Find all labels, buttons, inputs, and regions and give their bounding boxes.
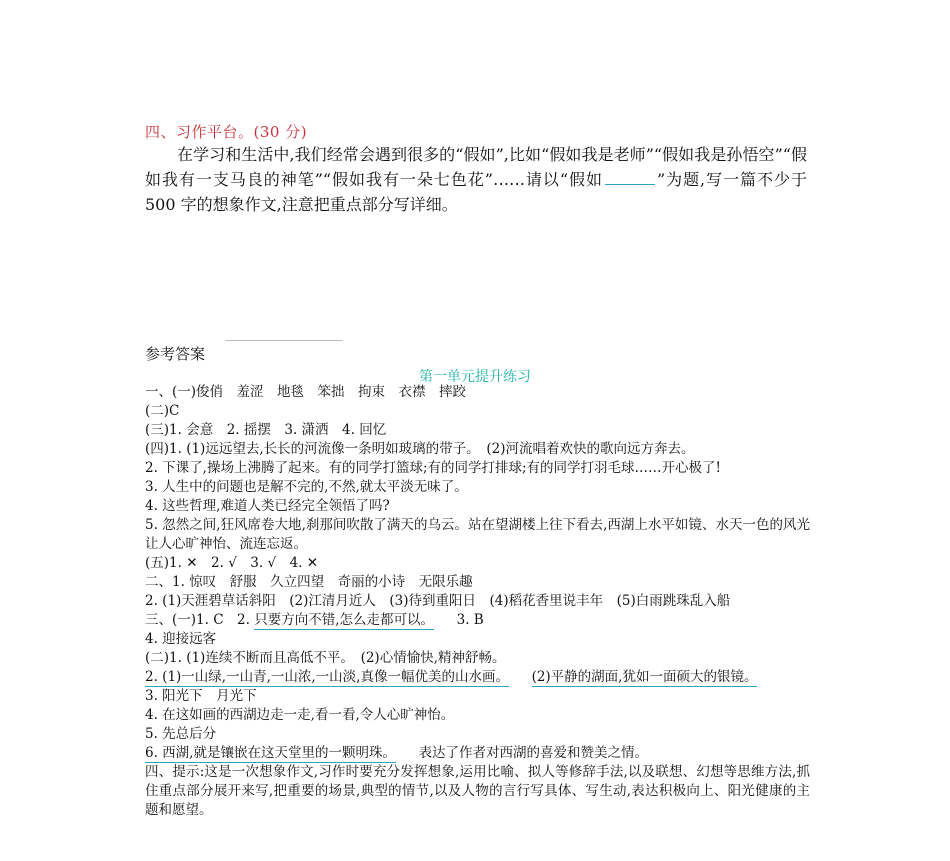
answer-line: (二)1. (1)连续不断而且高低不平。 (2)心情愉快,精神舒畅。 [145,650,506,666]
prompt-text-part-2: ”为题,写一篇不少于 500 字的想象作文,注意把重点部分写详细。 [145,170,807,214]
answer-line [145,668,810,687]
answer-line: 一、(一)俊俏 羞涩 地毯 笨拙 拘束 衣襟 摔跤 [145,384,467,400]
answer-line [145,611,810,630]
answer-line: 2. (1)天涯碧草话斜阳 (2)江清月近人 (3)待到重阳日 (4)稻花香里说丰年 (5)白雨跳珠乱入船 [145,593,731,609]
answer-line: 3. 阳光下 月光下 [145,688,257,704]
answer-prefix: 三、(一)1. C 2. [145,612,250,628]
answer-suffix: 表达了作者对西湖的喜爱和赞美之情。 [418,745,649,761]
composition-prompt [145,142,807,217]
answer-line: 5. 忽然之间,狂风席卷大地,刹那间吹散了满天的乌云。站在望湖楼上往下看去,西湖上水平如镜、水天一色的风光让人心旷神怡、流连忘返。 [145,517,810,552]
answer-line: 4. 在这如画的西湖边走一走,看一看,令人心旷神怡。 [145,707,455,723]
underlined-answer: 只要方向不错,怎么走都可以。 [254,612,435,628]
underlined-answer: 6. 西湖,就是镶嵌在这天堂里的一颗明珠。 [145,745,396,761]
answer-divider [225,340,343,341]
underlined-answer: 2. (1)一山绿,一山青,一山浓,一山淡,真像一幅优美的山水画。 [145,669,509,685]
answer-key-title: 参考答案 [145,345,206,363]
answer-line [145,744,810,763]
answer-line: 5. 先总后分 [145,726,217,742]
answer-line: (五)1. ✕ 2. √ 3. √ 4. ✕ [145,555,319,571]
answer-line: 2. 下课了,操场上沸腾了起来。有的同学打篮球;有的同学打排球;有的同学打羽毛球……开心极了! [145,460,721,476]
underlined-answer: (2)平静的湖面,犹如一面硕大的银镜。 [531,669,758,685]
section-four-heading: 四、习作平台。(30 分) [145,123,308,141]
answer-line: (三)1. 会意 2. 摇摆 3. 潇洒 4. 回忆 [145,422,387,438]
answer-line: 二、1. 惊叹 舒服 久立四望 奇丽的小诗 无限乐趣 [145,574,473,590]
title-blank [605,170,655,185]
answer-line: 4. 这些哲理,难道人类已经完全领悟了吗? [145,498,390,514]
answer-line: 3. 人生中的问题也是解不完的,不然,就太平淡无味了。 [145,479,468,495]
prompt-text-part-1: 在学习和生活中,我们经常会遇到很多的“假如”,比如“假如我是老师”“假如我是孙悟空”“假如我有一支马良的神笔”“假如我有一朵七色花”……请以“假如 [145,145,807,189]
answer-line: (四)1. (1)远远望去,长长的河流像一条明如玻璃的带子。 (2)河流唱着欢快的歌向远方奔去。 [145,441,695,457]
unit-title: 第一单元提升练习 [419,369,531,385]
answer-line: 四、提示:这是一次想象作文,习作时要充分发挥想象,运用比喻、拟人等修辞手法,以及联想、幻想等思维方法,抓住重点部分展开来写,把重要的场景,典型的情节,以及人物的言行写具体、写生动,表达积极向上、阳光健康的主题和愿望。 [145,764,810,818]
answer-suffix: 3. B [456,612,484,628]
answer-line: (二)C [145,403,180,419]
answer-line: 4. 迎接远客 [145,631,217,647]
